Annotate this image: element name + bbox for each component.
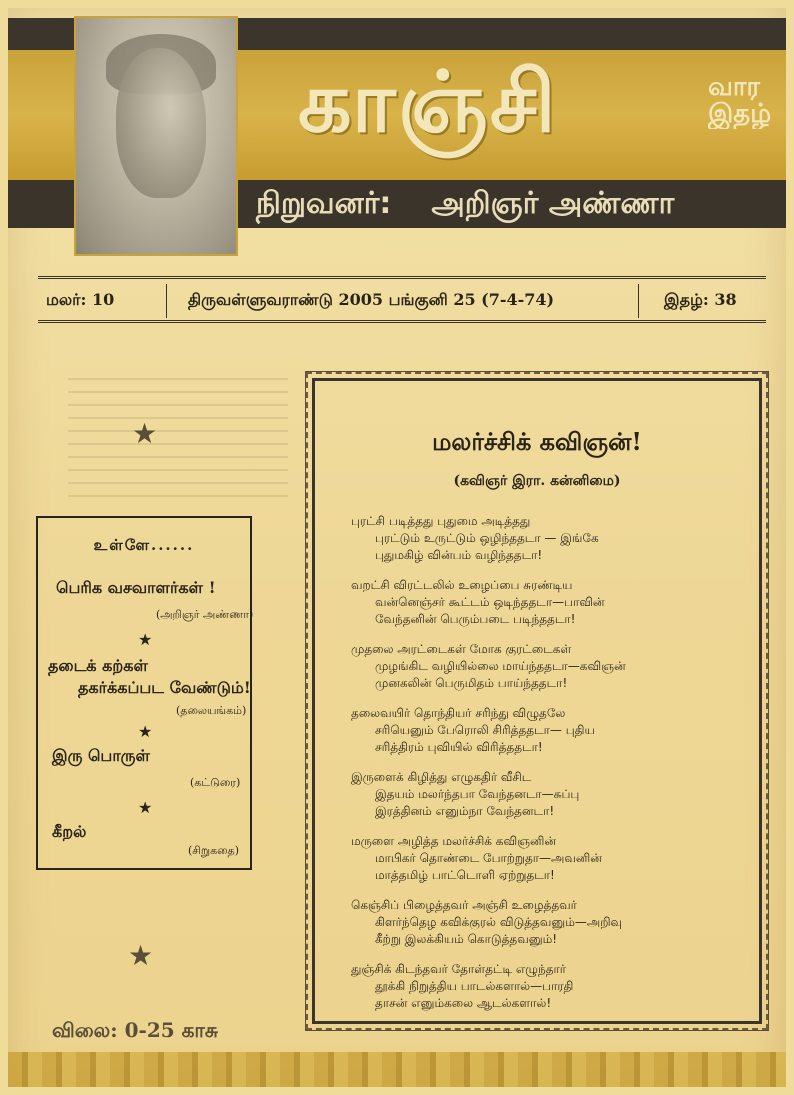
poem-line: முனகலின் பெருமிதம் பாய்ந்ததடா! bbox=[375, 676, 568, 690]
poem-line: புதுமகிழ் வின்பம் வழிந்ததடா! bbox=[375, 548, 543, 562]
poem-stanza bbox=[351, 833, 602, 884]
poem-stanza bbox=[351, 513, 599, 564]
issue-number: இதழ்: 38 bbox=[664, 290, 737, 309]
portrait-face bbox=[116, 48, 206, 198]
volume-number: மலர்: 10 bbox=[46, 290, 115, 309]
contents-item-source: (தலையங்கம்) bbox=[176, 704, 247, 717]
founder-portrait bbox=[74, 16, 238, 256]
poem-line: மாத்தமிழ் பாட்டொளி ஏற்றுதடா! bbox=[375, 868, 555, 882]
contents-box bbox=[36, 516, 252, 870]
info-rule-top bbox=[38, 276, 766, 279]
poem-line: தாசன் எனும்கலை ஆடல்களால்! bbox=[375, 996, 552, 1010]
poem-stanza bbox=[351, 961, 573, 1012]
magazine-title: காஞ்சி bbox=[298, 53, 558, 151]
poem-frame bbox=[312, 378, 762, 1024]
poem-line: வேந்தனின் பெரும்படை படிந்ததடா! bbox=[375, 612, 576, 626]
contents-item-source: (கட்டுரை) bbox=[190, 776, 241, 789]
poem-line: சரித்திரம் புவியில் விரித்ததடா! bbox=[375, 740, 543, 754]
contents-item-title: தகர்க்கப்பட வேண்டும்! bbox=[78, 678, 251, 697]
poem-line: துஞ்சிக் கிடந்தவர் தோள்தட்டி எழுந்தார் bbox=[351, 962, 567, 976]
info-divider bbox=[638, 284, 639, 318]
contents-item-title: தடைக் கற்கள் bbox=[48, 656, 148, 675]
info-divider bbox=[166, 284, 167, 318]
poem-line: கெஞ்சிப் பிழைத்தவர் அஞ்சி உழைத்தவர் bbox=[351, 898, 577, 912]
decorative-footer-border bbox=[8, 1052, 786, 1087]
poem-line: புரட்டும் உருட்டும் ஒழிந்ததடா — இங்கே bbox=[375, 531, 599, 545]
poem-line: சரியெனும் பேரொலி சிரித்ததடா— புதிய bbox=[375, 723, 595, 737]
contents-item-title: பெரிக வசவாளர்கள் ! bbox=[56, 578, 216, 597]
star-ornament-icon: ★ bbox=[132, 417, 158, 450]
magazine-type-line2: இதழ் bbox=[708, 99, 772, 129]
issue-date: திருவள்ளுவராண்டு 2005 பங்குனி 25 (7-4-74) bbox=[188, 290, 555, 309]
contents-header: உள்ளே...... bbox=[93, 536, 195, 554]
poem-line: வறட்சி விரட்டலில் உழைப்பை சுரண்டிய bbox=[351, 578, 573, 592]
star-divider-icon: ★ bbox=[138, 630, 153, 649]
contents-item-source: (சிறுகதை) bbox=[188, 844, 240, 857]
poem-title: மலர்ச்சிக் கவிஞன்! bbox=[432, 427, 642, 456]
poem-line: கீற்று இலக்கியம் கொடுத்தவனும்! bbox=[375, 932, 558, 946]
bleed-through-text bbox=[68, 378, 288, 498]
poem-line: இதயம் மலர்ந்தபா வேந்தனடா—சுப்பு bbox=[375, 787, 580, 801]
poem-line: இரத்தினம் எனும்நா வேந்தனடா! bbox=[375, 804, 555, 818]
star-divider-icon: ★ bbox=[138, 798, 153, 817]
poem-line: முழங்கிட வழியில்லை மாய்ந்ததடா—கவிஞன் bbox=[375, 659, 626, 673]
magazine-type-line1: வார bbox=[708, 74, 760, 102]
poem-line: தலைவயிர் தொந்தியர் சரிந்து விழுதலே bbox=[351, 706, 566, 720]
poem-stanza bbox=[351, 769, 579, 820]
poem-line: தூக்கி நிறுத்திய பாடல்களால்—பாரதி bbox=[375, 979, 574, 993]
founder-line bbox=[256, 186, 674, 225]
poem-line: புரட்சி படித்தது புதுமை அடித்தது bbox=[351, 514, 531, 528]
poem-line: மருளை அழித்த மலர்ச்சிக் கவிஞனின் bbox=[351, 834, 557, 848]
poem-line: இருளைக் கிழித்து எழுகதிர் வீசிட bbox=[351, 770, 532, 784]
magazine-cover bbox=[8, 8, 786, 1087]
poem-line: முதலை அரட்டைகள் மோக குரட்டைகள் bbox=[351, 642, 572, 656]
founder-label: நிறுவனர்: bbox=[256, 186, 392, 221]
poem-line: வன்னெஞ்சர் கூட்டம் ஒடிந்ததடா—பாவின் bbox=[375, 595, 605, 609]
issue-info-bar bbox=[38, 282, 766, 318]
poem-stanza bbox=[351, 641, 626, 692]
info-rule-bottom bbox=[38, 320, 766, 323]
contents-item-title: கீறல் bbox=[52, 822, 87, 841]
price-label: விலை: 0-25 காசு bbox=[52, 1018, 218, 1042]
poem-line: கிளர்ந்தெழ கவிக்குரல் விடுத்தவனும்—அறிவு bbox=[375, 915, 623, 929]
star-ornament-icon: ★ bbox=[128, 939, 154, 972]
poem-stanza bbox=[351, 897, 622, 948]
contents-item-title: இரு பொருள் bbox=[52, 746, 150, 765]
poem-line: மாபிகர் தொண்டை போற்றுதா—அவனின் bbox=[375, 851, 602, 865]
poem-stanza bbox=[351, 705, 595, 756]
star-divider-icon: ★ bbox=[138, 722, 153, 741]
founder-name: அறிஞர் அண்ணா bbox=[431, 186, 675, 221]
poem-author: (கவிஞர் இரா. கன்னிமை) bbox=[453, 473, 621, 489]
poem-stanza bbox=[351, 577, 605, 628]
contents-item-source: (அறிஞர் அண்ணா) bbox=[156, 608, 254, 621]
magazine-type bbox=[708, 74, 778, 129]
